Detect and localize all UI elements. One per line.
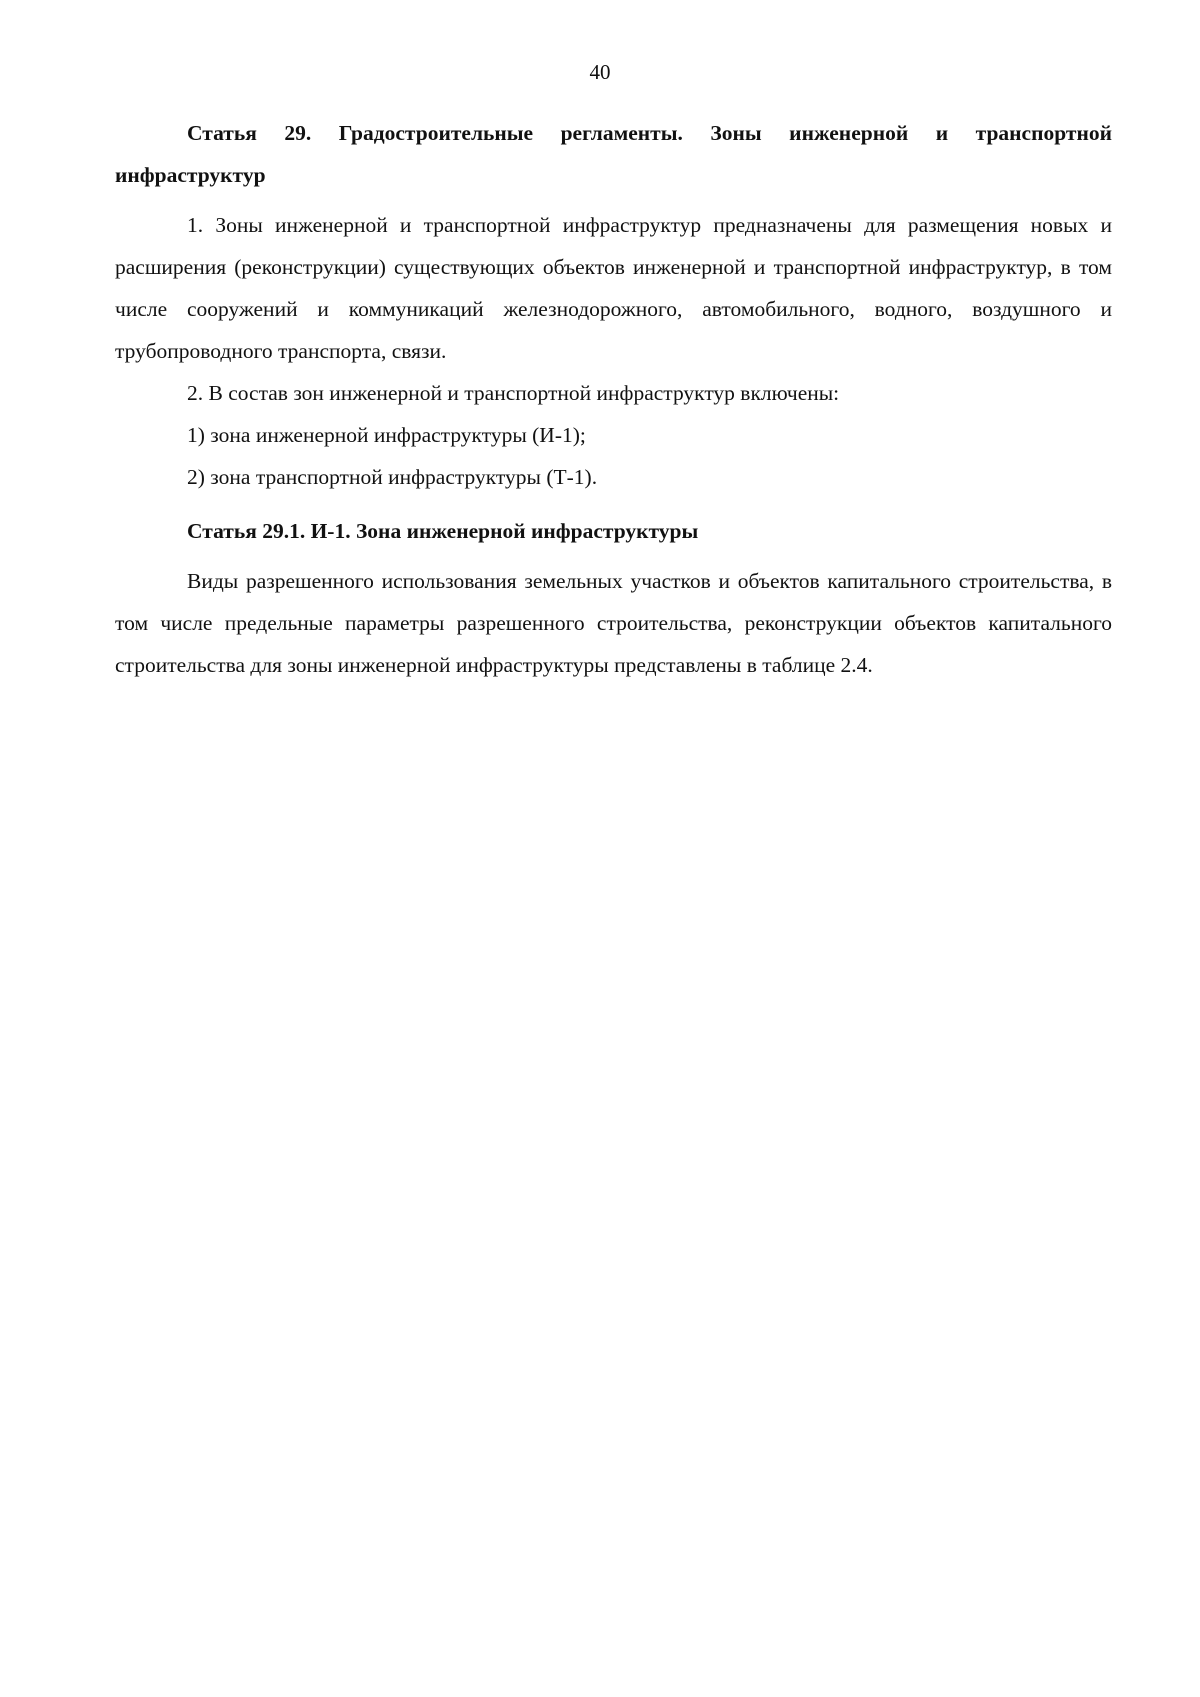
document-body [115, 112, 1112, 686]
article-29-1-heading: Статья 29.1. И-1. Зона инженерной инфраструктуры [187, 519, 699, 543]
page-number: 40 [589, 60, 611, 84]
article-29-paragraph-1: 1. Зоны инженерной и транспортной инфраструктур предназначены для размещения новых и расширения (реконструкции) существующих объектов инженерной и транспортной инфраструктур, в том числе сооружений и коммуникаций железнодорожного, автомобильного, водного, воздушного и трубопроводного транспорта, связи. [115, 213, 1112, 363]
article-29-heading: Статья 29. Градостроительные регламенты. Зоны инженерной и транспортной инфраструктур [115, 121, 1112, 187]
article-29-1-paragraph-1: Виды разрешенного использования земельных участков и объектов капитального строительства, в том числе предельные параметры разрешенного строительства, реконструкции объектов капитального строительства для зоны инженерной инфраструктуры представлены в таблице 2.4. [115, 569, 1112, 677]
article-29-paragraph-2: 2. В состав зон инженерной и транспортной инфраструктур включены: [187, 381, 840, 405]
list-item: 2) зона транспортной инфраструктуры (Т-1). [187, 465, 598, 489]
list-item: 1) зона инженерной инфраструктуры (И-1); [187, 423, 586, 447]
